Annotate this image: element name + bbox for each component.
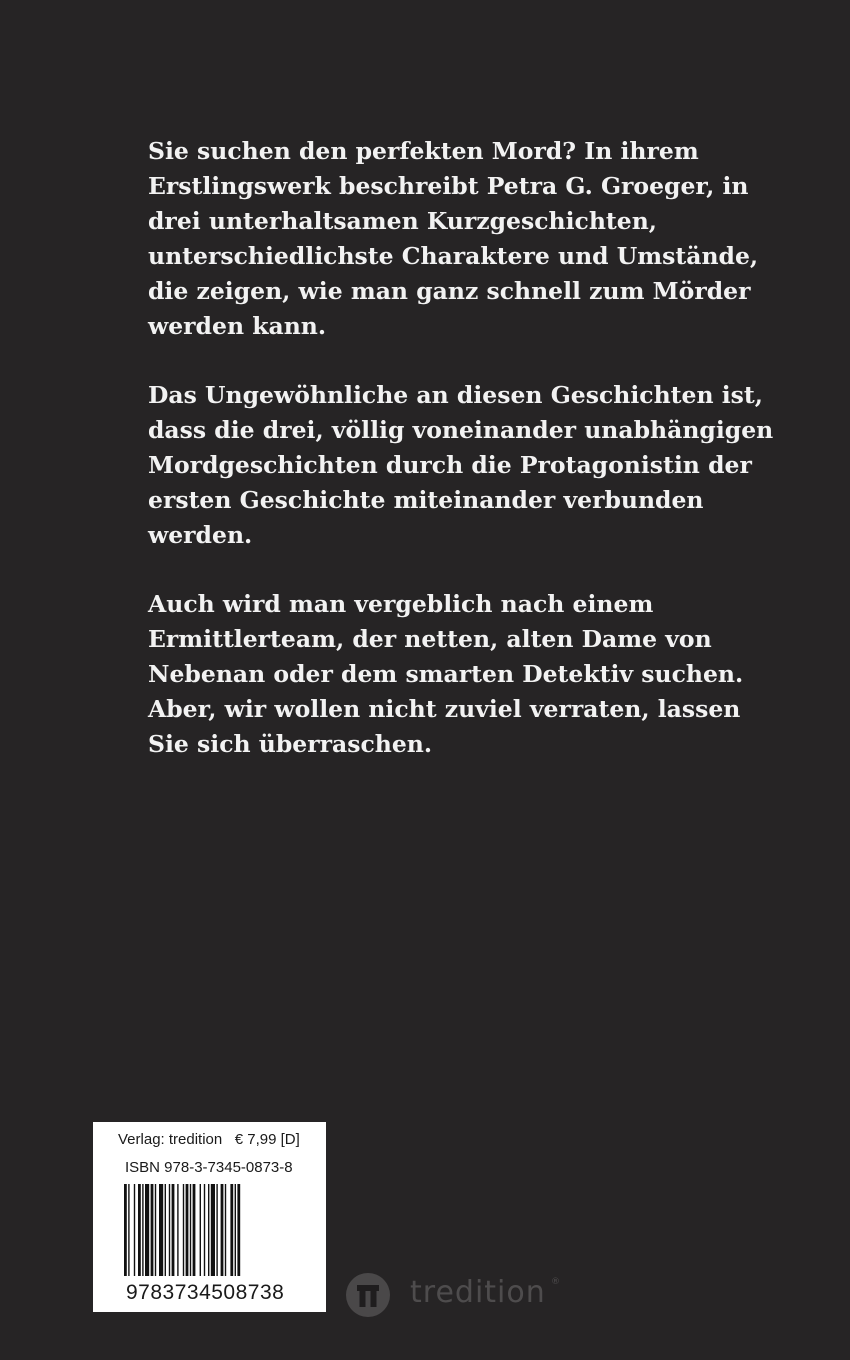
blurb-paragraph-3: Auch wird man vergeblich nach einem Ermittlerteam, der netten, alten Dame von Nebenan oder dem smarten Detektiv suchen. Aber, wir wollen nicht zuviel verraten, lassen Sie sich überraschen. bbox=[148, 590, 744, 758]
barcode-image bbox=[124, 1184, 290, 1276]
tredition-logo-icon bbox=[346, 1273, 390, 1317]
blurb-paragraph-2: Das Ungewöhnliche an diesen Geschichten ist, dass die drei, völlig voneinander unabhängigen Mordgeschichten durch die Protagonistin der ersten Geschichte miteinander verbunden werden. bbox=[148, 381, 774, 549]
back-cover-blurb bbox=[148, 134, 788, 796]
tredition-wordmark: tredition bbox=[410, 1275, 546, 1310]
publisher-price-label: Verlag: tredition € 7,99 [D] bbox=[118, 1131, 300, 1148]
barcode-digits: 9783734508738 bbox=[126, 1281, 285, 1304]
publisher-logo bbox=[346, 1273, 566, 1319]
blurb-paragraph-1: Sie suchen den perfekten Mord? In ihrem Erstlingswerk beschreibt Petra G. Groeger, in drei unterhaltsamen Kurzgeschichten, unterschiedlichste Charaktere und Umstände, die zeigen, wie man ganz schnell zum Mörder werden kann. bbox=[148, 137, 759, 340]
isbn-barcode-box bbox=[93, 1122, 326, 1312]
isbn-label: ISBN 978-3-7345-0873-8 bbox=[125, 1159, 293, 1176]
registered-mark: ® bbox=[551, 1277, 560, 1287]
